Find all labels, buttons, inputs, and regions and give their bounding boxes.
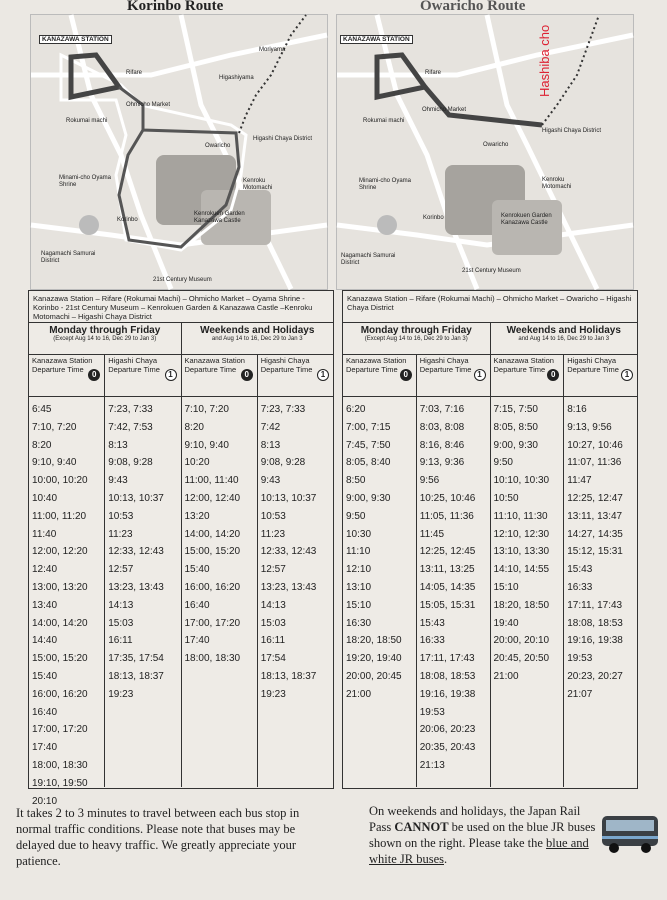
map-label-kenroku-moto: Kenroku Motomachi: [243, 178, 273, 191]
time-entry: 13:10: [346, 581, 372, 593]
map-label-kenrokuen: Kenrokuen Garden Kanazawa Castle: [501, 213, 552, 226]
time-entry: 11:07, 11:36: [567, 457, 622, 469]
time-entry: 15:40: [32, 670, 58, 682]
time-entry: 7:15, 7:50: [493, 404, 538, 415]
time-entry: 9:13, 9:36: [419, 457, 465, 469]
map-label-chaya: Higashi Chaya District: [542, 128, 602, 134]
time-entry: 10:00, 10:20: [32, 475, 88, 487]
time-entry: 16:11: [108, 635, 133, 647]
time-entry: 8:20: [32, 439, 52, 451]
time-entry: 19:53: [567, 653, 593, 665]
time-entry: 12:10, 12:30: [493, 528, 550, 540]
time-entry: 10:53: [108, 510, 134, 522]
time-entry: 7:00, 7:15: [346, 421, 391, 433]
time-entry: 21:00: [346, 688, 372, 700]
stop-0-badge: 0: [241, 369, 253, 381]
time-entry: 19:20, 19:40: [346, 653, 402, 665]
map-label-nagamachi: Nagamachi Samurai District: [341, 253, 396, 266]
time-entry: 19:40: [493, 617, 519, 629]
time-entry: 9:00, 9:30: [493, 439, 538, 451]
time-column: [182, 397, 258, 787]
time-entry: 9:43: [260, 475, 281, 487]
time-entry: 14:27, 14:35: [567, 528, 623, 540]
time-entry: 17:00, 17:20: [32, 724, 88, 736]
time-entry: 10:25, 10:46: [419, 492, 476, 504]
owaricho-route-title: Owaricho Route: [420, 0, 526, 14]
time-entry: 14:00, 14:20: [32, 617, 88, 629]
time-entry: 21:00: [493, 670, 519, 682]
time-column: [105, 397, 181, 787]
time-entry: 7:10, 7:20: [32, 421, 77, 433]
time-entry: 12:00, 12:40: [184, 492, 241, 504]
jr-pass-text-2: be used on the blue JR buses shown on the right. Please take the: [369, 820, 596, 850]
weekend-title: Weekends and Holidays: [506, 325, 621, 336]
weekend-note: and Aug 14 to 16, Dec 29 to Jan 3: [211, 336, 303, 342]
jr-pass-note: [369, 803, 601, 867]
time-entry: 15:00, 15:20: [184, 546, 241, 558]
weekday-header: [343, 323, 491, 354]
map-label-korinbo: Korinbo: [117, 217, 138, 223]
time-entry: 18:20, 18:50: [346, 635, 402, 647]
weekday-header: [29, 323, 182, 354]
time-entry: 17:11, 17:43: [567, 599, 623, 611]
time-entry: 11:10: [346, 546, 371, 558]
weekday-title: Monday through Friday: [49, 325, 161, 336]
weekend-header: [491, 323, 638, 354]
time-entry: 10:27, 10:46: [567, 439, 623, 451]
time-entry: 13:23, 13:43: [108, 581, 164, 593]
time-entry: 13:10, 13:30: [493, 546, 550, 558]
time-entry: 18:13, 18:37: [108, 670, 164, 682]
time-entry: 16:40: [32, 706, 58, 718]
stop-1-badge: 1: [165, 369, 177, 381]
time-entry: 19:23: [260, 688, 286, 700]
time-entry: 14:13: [108, 599, 134, 611]
time-entry: 10:40: [32, 492, 58, 504]
time-column: [258, 397, 333, 787]
time-entry: 12:25, 12:47: [567, 492, 623, 504]
time-entry: 18:20, 18:50: [493, 599, 550, 611]
map-label-museum: 21st Century Museum: [153, 277, 212, 283]
stop-0-badge: 0: [400, 369, 412, 381]
map-label-moriyama: Moriyama: [259, 47, 286, 53]
time-entry: 9:08, 9:28: [260, 457, 306, 469]
column-header-text: Higashi Chaya Departure Time: [260, 356, 313, 374]
time-entry: 13:11, 13:25: [419, 564, 475, 576]
map-label-chaya: Higashi Chaya District: [253, 136, 313, 142]
time-entry: 8:50: [346, 475, 366, 487]
korinbo-time-columns: [29, 397, 333, 807]
time-entry: 7:42: [260, 421, 281, 433]
time-entry: 20:10: [32, 795, 58, 807]
time-entry: 11:00, 11:40: [184, 475, 239, 487]
time-entry: 17:40: [184, 635, 210, 647]
time-entry: 18:08, 18:53: [419, 670, 476, 682]
time-entry: 8:03, 8:08: [419, 421, 465, 433]
time-entry: 14:10, 14:55: [493, 564, 550, 576]
time-entry: 16:40: [184, 599, 210, 611]
cannot-emphasis: CANNOT: [394, 820, 449, 834]
korinbo-day-headers: [29, 323, 333, 355]
time-entry: 20:00, 20:45: [346, 670, 402, 682]
map-label-ohmicho: Ohmicho Market: [422, 107, 467, 113]
time-entry: 15:12, 15:31: [567, 546, 623, 558]
map-label-owaricho: Owaricho: [205, 143, 231, 149]
map-label-station: KANAZAWA STATION: [340, 35, 413, 44]
time-entry: 16:33: [419, 635, 445, 647]
time-entry: 16:33: [567, 581, 593, 593]
time-entry: 9:50: [346, 510, 366, 522]
column-header: [491, 355, 565, 396]
map-label-rifare: Rifare: [126, 70, 143, 76]
time-entry: 7:03, 7:16: [419, 404, 465, 415]
time-entry: 20:06, 20:23: [419, 724, 476, 736]
korinbo-route-description: Kanazawa Station – Rifare (Rokumai Machi) – Ohmicho Market – Oyama Shrine - Korinbo - 21st Century Museum – Kenrokuen Garden & Kanazawa Castle –Kenroku Motomachi – Higashi Chaya District: [29, 291, 333, 323]
time-entry: 9:50: [493, 457, 513, 469]
time-entry: 15:00, 15:20: [32, 653, 88, 665]
owaricho-column-headers: [343, 355, 637, 397]
time-entry: 12:57: [260, 564, 286, 576]
column-header-text: Higashi Chaya Departure Time: [567, 356, 619, 374]
korinbo-map-drawing: [31, 15, 327, 289]
column-header-text: Higashi Chaya Departure Time: [108, 356, 160, 374]
stop-1-badge: 1: [474, 369, 486, 381]
weekend-header: [182, 323, 334, 354]
time-entry: 10:13, 10:37: [108, 492, 164, 504]
map-label-rokumai: Rokumai machi: [66, 118, 108, 124]
time-entry: 8:20: [184, 421, 204, 433]
time-entry: 17:11, 17:43: [419, 653, 475, 665]
time-entry: 12:10: [346, 564, 372, 576]
time-entry: 13:23, 13:43: [260, 581, 317, 593]
time-entry: 15:43: [567, 564, 593, 576]
time-entry: 6:45: [32, 404, 52, 415]
time-column: [29, 397, 105, 807]
column-header-text: Kanazawa Station Departure Time: [493, 356, 554, 374]
time-entry: 20:00, 20:10: [493, 635, 550, 647]
time-entry: 9:43: [108, 475, 128, 487]
time-entry: 11:45: [419, 528, 445, 540]
time-entry: 8:05, 8:50: [493, 421, 538, 433]
jr-pass-text-1: On weekends and holidays, the Japan Rail Pass: [369, 804, 581, 834]
time-entry: 18:13, 18:37: [260, 670, 317, 682]
owaricho-day-headers: [343, 323, 637, 355]
korinbo-route-title: Korinbo Route: [127, 0, 224, 14]
time-entry: 16:00, 16:20: [184, 581, 241, 593]
owaricho-time-columns: [343, 397, 637, 787]
time-entry: 15:10: [493, 581, 519, 593]
map-label-higashiyama: Higashiyama: [219, 75, 254, 81]
time-entry: 11:23: [108, 528, 133, 540]
map-label-kenrokuen: Kenrokuen Garden Kanazawa Castle: [194, 211, 245, 224]
owaricho-map-drawing: [337, 15, 633, 289]
map-label-kenroku-moto: Kenroku Motomachi: [542, 177, 572, 190]
time-entry: 11:40: [32, 528, 57, 540]
column-header-text: Higashi Chaya Departure Time: [419, 356, 472, 374]
column-header: [258, 355, 333, 396]
time-entry: 9:10, 9:40: [184, 439, 229, 451]
time-entry: 8:16, 8:46: [419, 439, 465, 451]
time-entry: 14:40: [32, 635, 58, 647]
column-header-text: Kanazawa Station Departure Time: [32, 356, 93, 374]
time-entry: 20:23, 20:27: [567, 670, 623, 682]
column-header: [417, 355, 491, 396]
map-label-rifare: Rifare: [425, 70, 442, 76]
time-entry: 7:23, 7:33: [108, 404, 153, 415]
time-entry: 12:33, 12:43: [108, 546, 164, 558]
time-entry: 15:03: [260, 617, 286, 629]
column-header: [105, 355, 181, 396]
time-entry: 6:20: [346, 404, 366, 415]
time-column: [564, 397, 637, 787]
time-entry: 12:40: [32, 564, 58, 576]
time-entry: 15:10: [346, 599, 372, 611]
stop-0-badge: 0: [547, 369, 559, 381]
time-entry: 13:11, 13:47: [567, 510, 623, 522]
time-entry: 10:13, 10:37: [260, 492, 317, 504]
time-entry: 14:05, 14:35: [419, 581, 476, 593]
time-entry: 7:10, 7:20: [184, 404, 229, 415]
time-entry: 21:07: [567, 688, 593, 700]
time-entry: 10:20: [184, 457, 210, 469]
time-entry: 10:30: [346, 528, 372, 540]
time-column: [343, 397, 417, 787]
time-entry: 11:10, 11:30: [493, 510, 548, 522]
time-entry: 18:00, 18:30: [184, 653, 241, 665]
time-entry: 10:10, 10:30: [493, 475, 550, 487]
map-label-rokumai: Rokumai machi: [363, 118, 405, 124]
time-entry: 19:23: [108, 688, 134, 700]
map-label-owaricho: Owaricho: [483, 142, 509, 148]
time-column: [417, 397, 491, 787]
time-entry: 14:00, 14:20: [184, 528, 241, 540]
handwritten-note: Hashiba cho: [537, 24, 552, 97]
owaricho-route-description: Kanazawa Station – Rifare (Rokumai Machi) – Ohmicho Market – Owaricho – Higashi Chaya District: [343, 291, 637, 323]
time-entry: 8:13: [108, 439, 128, 451]
map-label-station: KANAZAWA STATION: [39, 35, 112, 44]
stop-0-badge: 0: [88, 369, 100, 381]
stop-1-badge: 1: [317, 369, 329, 381]
time-entry: 13:00, 13:20: [32, 581, 88, 593]
column-header: [29, 355, 105, 396]
time-entry: 19:10, 19:50: [32, 777, 88, 789]
korinbo-route-map: [30, 14, 328, 290]
time-entry: 8:05, 8:40: [346, 457, 391, 469]
column-header: [564, 355, 637, 396]
time-entry: 7:42, 7:53: [108, 421, 153, 433]
column-header: [182, 355, 258, 396]
bus-icon: [600, 812, 660, 854]
time-entry: 9:10, 9:40: [32, 457, 77, 469]
map-label-museum: 21st Century Museum: [462, 268, 521, 274]
time-entry: 9:08, 9:28: [108, 457, 153, 469]
map-label-korinbo: Korinbo: [423, 215, 444, 221]
time-entry: 15:03: [108, 617, 134, 629]
time-entry: 13:20: [184, 510, 210, 522]
owaricho-timetable: [342, 290, 638, 789]
time-entry: 12:25, 12:45: [419, 546, 476, 558]
time-entry: 16:11: [260, 635, 286, 647]
time-entry: 20:45, 20:50: [493, 653, 550, 665]
column-header-text: Kanazawa Station Departure Time: [184, 356, 245, 374]
time-entry: 11:00, 11:20: [32, 510, 87, 522]
weekend-title: Weekends and Holidays: [200, 325, 315, 336]
time-entry: 19:16, 19:38: [567, 635, 623, 647]
jr-pass-text-3: .: [444, 852, 448, 866]
time-entry: 16:00, 16:20: [32, 688, 88, 700]
map-label-ohmicho: Ohmicho Market: [126, 102, 171, 108]
time-entry: 17:35, 17:54: [108, 653, 164, 665]
map-label-minami: Minami-cho Oyama Shrine: [359, 178, 412, 191]
time-entry: 11:05, 11:36: [419, 510, 474, 522]
time-entry: 8:13: [260, 439, 281, 451]
time-column: [491, 397, 565, 787]
time-entry: 17:54: [260, 653, 286, 665]
time-entry: 19:53: [419, 706, 445, 718]
time-entry: 17:40: [32, 742, 58, 754]
weekday-title: Monday through Friday: [360, 325, 472, 336]
time-entry: 14:13: [260, 599, 286, 611]
time-entry: 7:23, 7:33: [260, 404, 306, 415]
blue-white-bus-text: blue and white JR buses: [369, 836, 589, 866]
time-entry: 18:00, 18:30: [32, 759, 88, 771]
map-label-nagamachi: Nagamachi Samurai District: [41, 251, 96, 264]
time-entry: 10:53: [260, 510, 286, 522]
column-header-text: Kanazawa Station Departure Time: [346, 356, 407, 374]
time-entry: 12:00, 12:20: [32, 546, 88, 558]
travel-time-note: It takes 2 to 3 minutes to travel between each bus stop in normal traffic conditions. Please note that buses may be delayed due to heavy traffic. We greatly appreciate your patience.: [16, 806, 300, 868]
time-entry: 20:35, 20:43: [419, 742, 476, 754]
time-entry: 18:08, 18:53: [567, 617, 623, 629]
stop-1-badge: 1: [621, 369, 633, 381]
time-entry: 7:45, 7:50: [346, 439, 391, 451]
owaricho-route-map: [336, 14, 634, 290]
time-entry: 9:56: [419, 475, 440, 487]
korinbo-timetable: [28, 290, 334, 807]
time-entry: 17:00, 17:20: [184, 617, 241, 629]
time-entry: 15:05, 15:31: [419, 599, 476, 611]
time-entry: 8:16: [567, 404, 587, 415]
time-entry: 15:43: [419, 617, 445, 629]
time-entry: 11:47: [567, 475, 592, 487]
time-entry: 13:40: [32, 599, 58, 611]
time-entry: 19:16, 19:38: [419, 688, 476, 700]
time-entry: 21:13: [419, 759, 445, 771]
map-label-minami: Minami-cho Oyama Shrine: [59, 175, 112, 188]
time-entry: 15:40: [184, 564, 210, 576]
time-entry: 12:57: [108, 564, 134, 576]
weekend-note: and Aug 14 to 16, Dec 29 to Jan 3: [518, 336, 610, 342]
time-entry: 9:00, 9:30: [346, 492, 391, 504]
time-entry: 11:23: [260, 528, 286, 540]
weekday-note: (Except Aug 14 to 16, Dec 29 to Jan 3): [364, 336, 468, 342]
time-entry: 9:13, 9:56: [567, 421, 612, 433]
korinbo-column-headers: [29, 355, 333, 397]
time-entry: 10:50: [493, 492, 519, 504]
time-entry: 12:33, 12:43: [260, 546, 317, 558]
time-entry: 16:30: [346, 617, 372, 629]
weekday-note: (Except Aug 14 to 16, Dec 29 to Jan 3): [53, 336, 157, 342]
column-header: [343, 355, 417, 396]
